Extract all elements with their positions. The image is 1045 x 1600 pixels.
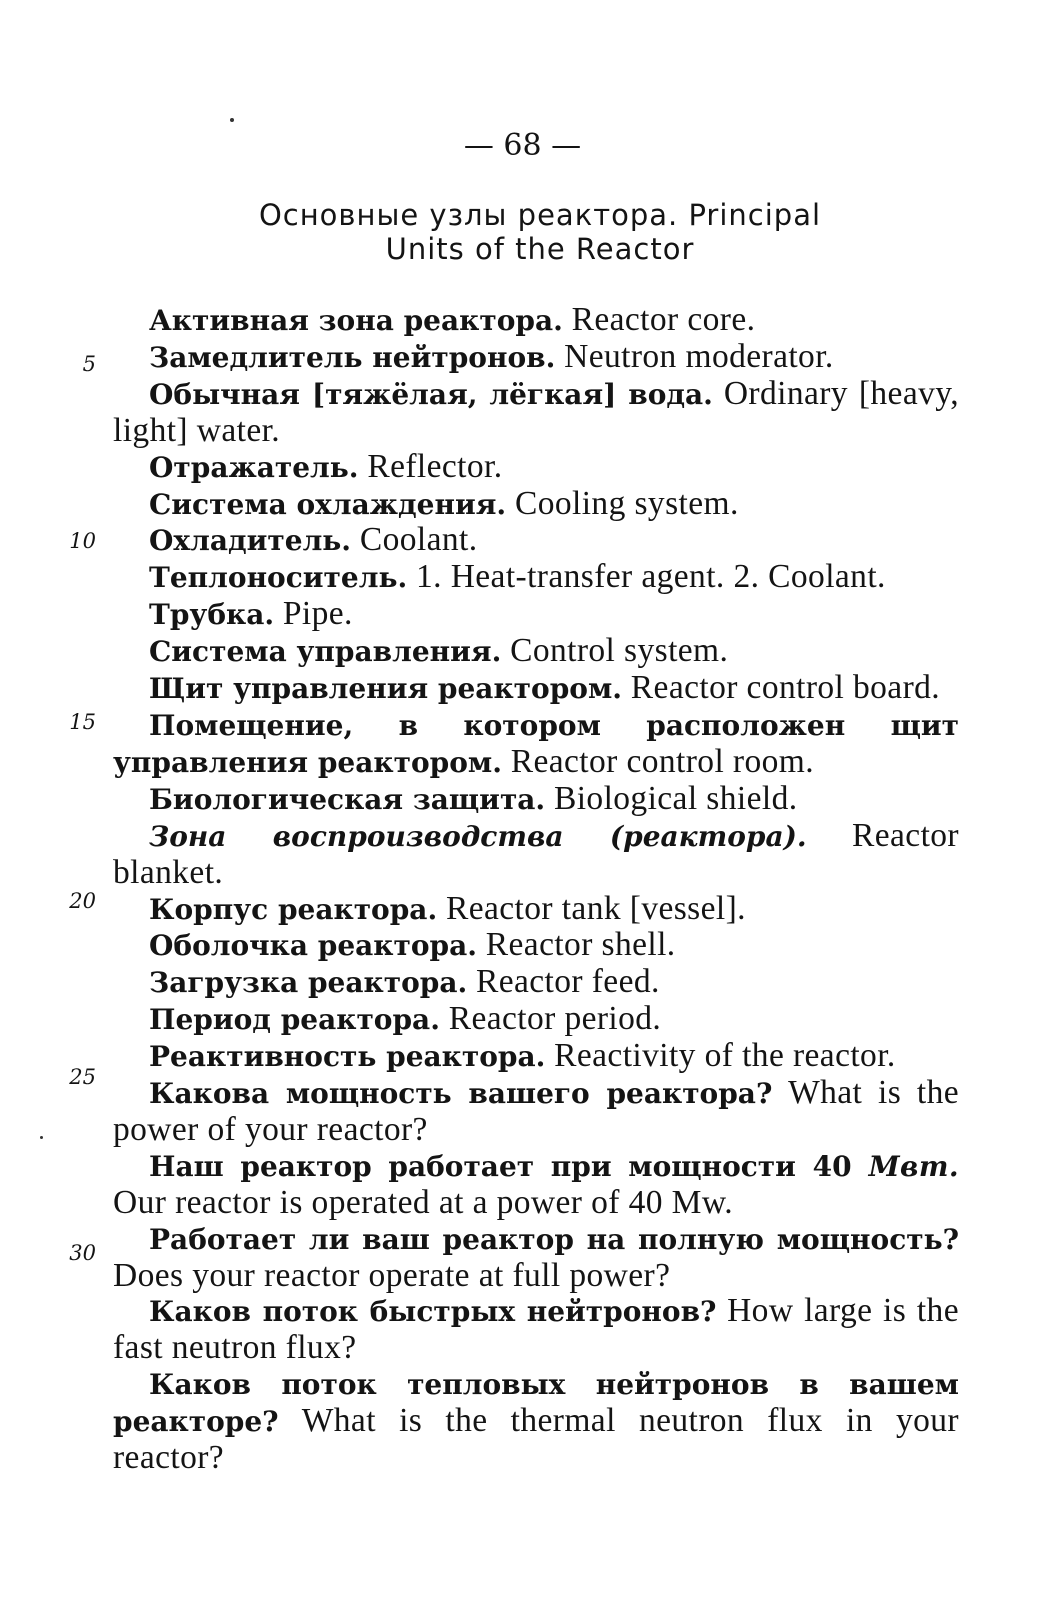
- glossary-entry: [113, 707, 959, 781]
- term-english: How large is the fast neutron flux?: [113, 1292, 959, 1367]
- line-number-15: 15: [69, 710, 96, 734]
- glossary-entry: [113, 1001, 959, 1038]
- term-english: Coolant.: [351, 521, 478, 559]
- glossary-entry: [113, 633, 959, 670]
- term-english: Reactor shell.: [477, 926, 676, 964]
- line-number-10: 10: [69, 529, 96, 553]
- term-russian: Зона воспроизводства (реактора).: [149, 819, 807, 853]
- glossary-entry: [113, 1293, 959, 1366]
- glossary-entry: [113, 670, 959, 707]
- term-english: Reactor period.: [439, 1000, 662, 1038]
- glossary-entry: [113, 486, 959, 523]
- glossary-entry: [113, 1366, 959, 1476]
- term-english: 1. Heat-transfer agent. 2. Coolant.: [407, 558, 886, 596]
- glossary-entry: [113, 596, 959, 633]
- print-speck: [40, 1136, 43, 1139]
- section-heading-line-2: Units of the Reactor: [385, 232, 695, 266]
- term-english: What is the power of your reactor?: [113, 1074, 959, 1148]
- term-english: Biological shield.: [545, 779, 798, 817]
- glossary-entry: [113, 1221, 959, 1294]
- glossary-entry: [113, 1148, 959, 1221]
- term-russian: Помещение, в котором расположен щит управления реактором.: [113, 708, 959, 779]
- term-russian: Активная зона реактора.: [149, 304, 563, 337]
- term-english: Does your reactor operate at full power?: [113, 1256, 671, 1294]
- term-english: Reactor control board.: [622, 669, 941, 707]
- term-english: Reactor tank [vessel].: [437, 889, 746, 927]
- term-russian: Замедлитель нейтронов.: [149, 340, 556, 374]
- term-english: Pipe.: [274, 595, 353, 633]
- term-english: Reactivity of the reactor.: [545, 1037, 896, 1075]
- glossary-entry: [113, 781, 959, 818]
- term-english: Reactor blanket.: [113, 816, 959, 891]
- glossary-entry: [113, 927, 959, 964]
- term-russian: Реактивность реактора.: [149, 1040, 546, 1074]
- term-russian: Период реактора.: [149, 1003, 440, 1037]
- term-english: Reflector.: [358, 447, 503, 485]
- term-english: Ordinary [heavy, light] water.: [113, 374, 959, 449]
- glossary-entry: [113, 1038, 959, 1075]
- section-heading: [150, 198, 930, 266]
- term-russian: Каков поток тепловых нейтронов в вашем реакторе?: [113, 1368, 959, 1439]
- term-english: Cooling system.: [506, 484, 739, 522]
- glossary-entry: [113, 522, 959, 559]
- term-russian: Охладитель.: [149, 524, 352, 558]
- term-english: Control system.: [501, 632, 729, 670]
- unit-abbreviation: Мвт.: [851, 1149, 959, 1183]
- line-number-20: 20: [69, 889, 96, 913]
- term-russian: Корпус реактора.: [149, 892, 438, 926]
- term-russian: Каков поток быстрых нейтронов?: [149, 1295, 717, 1329]
- glossary-entry: [113, 376, 959, 449]
- line-number-30: 30: [69, 1241, 96, 1265]
- term-russian: Отражатель.: [149, 450, 359, 484]
- term-english: Neutron moderator.: [555, 337, 834, 375]
- term-russian: Обычная [тяжёлая, лёгкая] вода.: [149, 377, 713, 411]
- glossary-entry: [113, 449, 959, 486]
- term-russian: Щит управления реактором.: [149, 672, 623, 706]
- term-russian: Оболочка реактора.: [149, 929, 478, 963]
- glossary-entry: [113, 891, 959, 928]
- term-russian: Загрузка реактора.: [149, 966, 468, 1000]
- print-speck: [230, 118, 234, 122]
- term-english: Reactor feed.: [467, 963, 660, 1001]
- term-russian: Система управления.: [149, 635, 502, 669]
- term-russian: Теплоноситель.: [149, 561, 408, 595]
- term-russian: Наш реактор работает при мощности 40: [149, 1149, 852, 1183]
- section-heading-line-1: Основные узлы реактора. Principal: [258, 198, 822, 232]
- glossary-entry: [113, 339, 959, 376]
- term-english: What is the thermal neutron flux in your reactor?: [113, 1402, 959, 1477]
- line-number-5: 5: [82, 352, 96, 376]
- term-russian: Система охлаждения.: [149, 487, 507, 521]
- line-number-25: 25: [69, 1065, 96, 1089]
- term-russian: Работает ли ваш реактор на полную мощность?: [149, 1222, 959, 1256]
- page-number: — 68 —: [463, 128, 582, 163]
- glossary-entry: [113, 559, 959, 596]
- glossary-entry: [113, 302, 959, 339]
- glossary-entry: [113, 964, 959, 1001]
- glossary-list: [113, 302, 959, 1476]
- term-english: Our reactor is operated at a power of 40 Mw.: [113, 1183, 734, 1221]
- term-english: Reactor control room.: [501, 742, 815, 780]
- glossary-entry: [113, 818, 959, 891]
- term-russian: Трубка.: [149, 598, 275, 632]
- term-russian: Биологическая защита.: [149, 782, 546, 816]
- glossary-entry: [113, 1075, 959, 1148]
- term-english: Reactor core.: [562, 301, 756, 338]
- term-russian: Какова мощность вашего реактора?: [149, 1077, 773, 1111]
